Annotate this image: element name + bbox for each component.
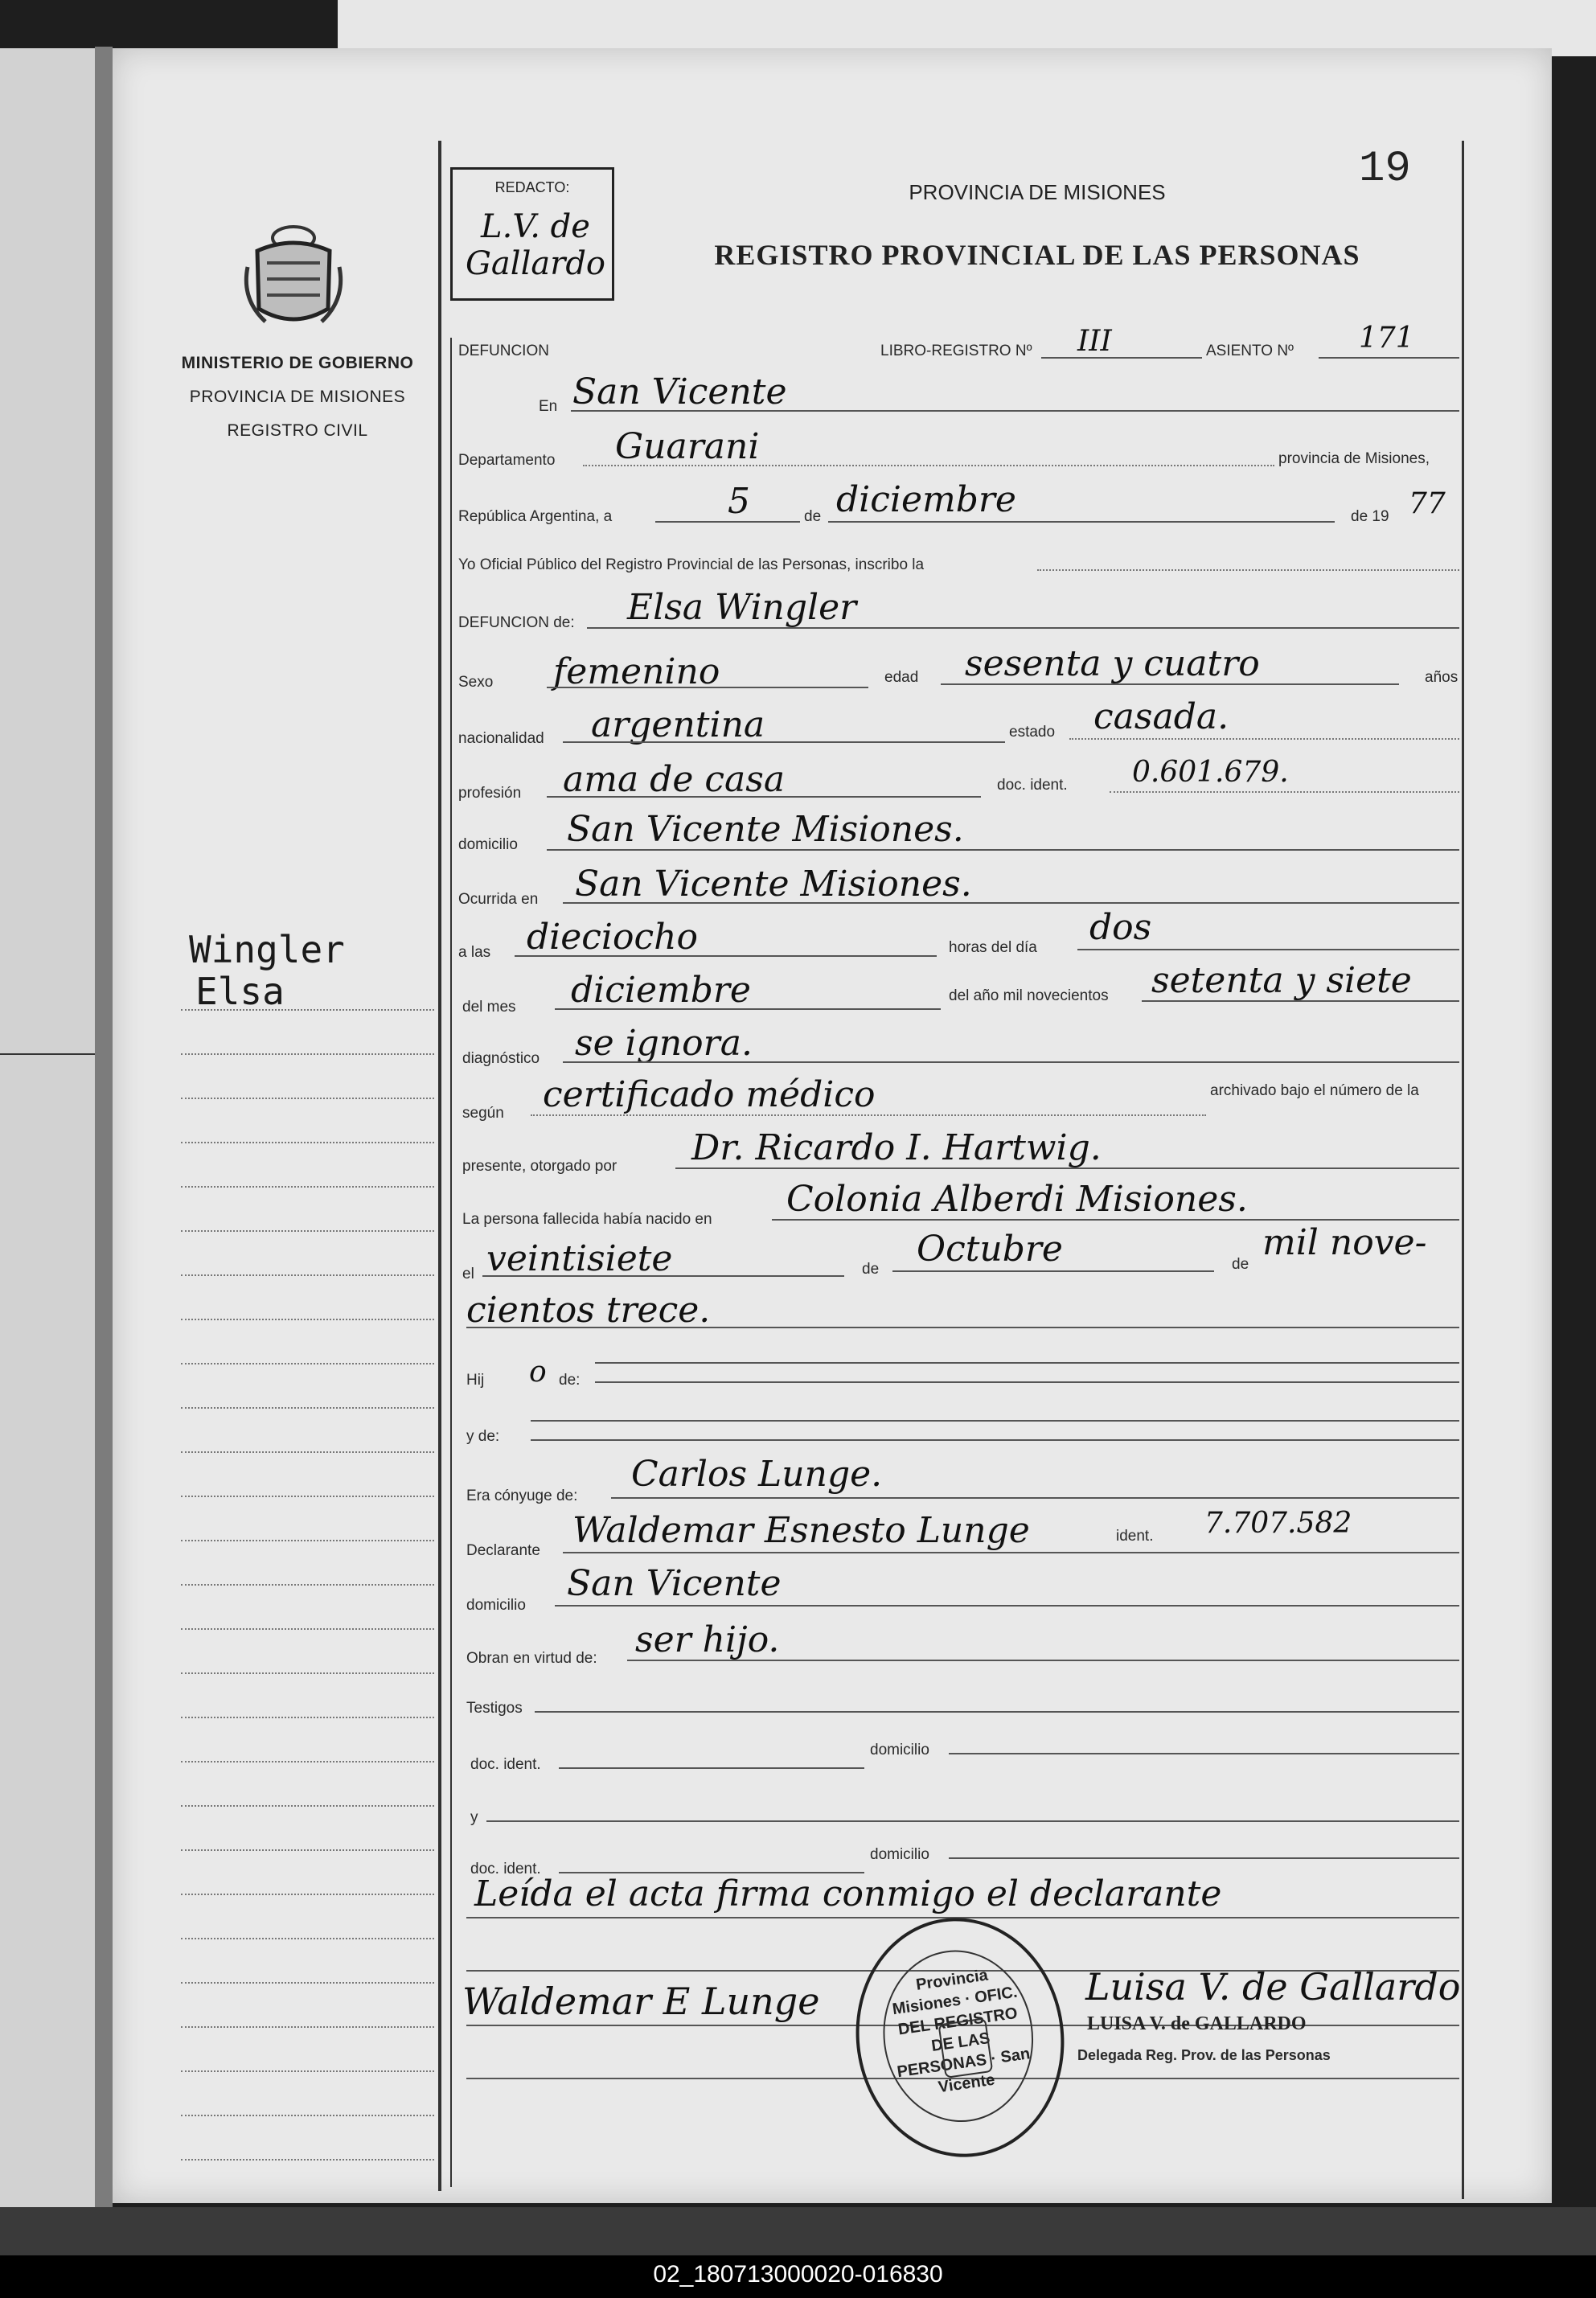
- del-mes-value: diciembre: [571, 970, 751, 1011]
- declarant-signature: Waldemar E Lunge: [462, 1980, 820, 2023]
- margin-dotted-line: [181, 1938, 434, 1939]
- ocurrida-label: Ocurrida en: [458, 891, 539, 908]
- margin-dotted-line: [181, 1584, 434, 1586]
- ministry-province: PROVINCIA DE MISIONES: [189, 388, 406, 406]
- domicilio3-label: domicilio: [870, 1742, 929, 1758]
- hij-de-label: de:: [559, 1372, 581, 1389]
- horas-label: horas del día: [949, 939, 1037, 956]
- margin-dotted-line: [181, 1009, 434, 1011]
- redacto-box: REDACTO: L.V. de Gallardo: [450, 167, 614, 301]
- margin-dotted-line: [181, 2159, 434, 2161]
- margin-dotted-line: [181, 2070, 434, 2072]
- official-signature: Luisa V. de Gallardo: [1085, 1965, 1461, 2009]
- margin-dotted-line: [181, 1761, 434, 1762]
- el-de2-label: de: [1232, 1256, 1249, 1273]
- doc-ident-label: doc. ident.: [997, 777, 1068, 794]
- margin-dotted-line: [181, 2115, 434, 2116]
- presente-label: presente, otorgado por: [462, 1158, 617, 1175]
- margin-dotted-line: [181, 1098, 434, 1099]
- testigos-label: Testigos: [466, 1700, 523, 1717]
- margin-dotted-line: [181, 1363, 434, 1364]
- horas-value: dos: [1089, 907, 1152, 948]
- doc-ident2-label: doc. ident.: [470, 1756, 541, 1773]
- diagnostico-value: se ignora.: [575, 1023, 753, 1064]
- official-stamp-title: Delegada Reg. Prov. de las Personas: [1077, 2047, 1331, 2063]
- y-label: y: [470, 1809, 478, 1826]
- a-las-label: a las: [458, 944, 491, 961]
- declarante-label: Declarante: [466, 1542, 540, 1559]
- edad-value: sesenta y cuatro: [965, 643, 1260, 684]
- hij-label: Hij: [466, 1372, 485, 1389]
- form-left-border: [450, 338, 452, 2187]
- domicilio-value: San Vicente Misiones.: [567, 809, 964, 850]
- margin-dotted-line: [181, 1496, 434, 1497]
- bottom-strip: [0, 2207, 1596, 2255]
- en-label: En: [539, 398, 558, 415]
- declarante-ident-value: 7.707.582: [1204, 1507, 1352, 1540]
- departamento-label: Departamento: [458, 452, 556, 469]
- segun-value: certificado médico: [543, 1074, 876, 1115]
- form-right-border: [1462, 141, 1464, 2199]
- hij-value: o: [529, 1356, 547, 1389]
- margin-dotted-line: [181, 1274, 434, 1276]
- margin-dotted-line: [181, 1319, 434, 1320]
- coat-of-arms-icon: [241, 219, 346, 331]
- en-value: San Vicente: [572, 371, 787, 412]
- el-value: veintisiete: [486, 1238, 673, 1279]
- nacido-label: La persona fallecida había nacido en: [462, 1211, 712, 1228]
- ocurrida-value: San Vicente Misiones.: [575, 864, 972, 905]
- ministry-header: [161, 354, 434, 455]
- provincia-suffix: provincia de Misiones,: [1278, 450, 1430, 467]
- profesion-label: profesión: [458, 785, 522, 802]
- libro-label: LIBRO-REGISTRO Nº: [880, 343, 1032, 359]
- defuncion-de-label: DEFUNCION de:: [458, 614, 575, 631]
- conyuge-value: Carlos Lunge.: [631, 1454, 883, 1495]
- image-caption: 02_180713000020-016830: [653, 2261, 943, 2288]
- nacionalidad-value: argentina: [591, 704, 765, 745]
- day-value: 5: [728, 481, 750, 522]
- y-de-label: y de:: [466, 1428, 500, 1445]
- margin-dotted-line: [181, 2026, 434, 2028]
- domicilio2-label: domicilio: [466, 1597, 526, 1614]
- asiento-label: ASIENTO Nº: [1206, 343, 1294, 359]
- del-mes-label: del mes: [462, 999, 516, 1016]
- month-value: diciembre: [836, 479, 1016, 520]
- ministry-name: MINISTERIO DE GOBIERNO: [181, 354, 414, 372]
- page-number: 19: [1359, 145, 1411, 194]
- column-divider: [438, 141, 441, 2191]
- domicilio4-label: domicilio: [870, 1846, 929, 1863]
- margin-dotted-line: [181, 1540, 434, 1541]
- domicilio-label: domicilio: [458, 836, 518, 853]
- margin-dotted-line: [181, 1142, 434, 1143]
- margin-dotted-line: [181, 1451, 434, 1453]
- yo-oficial-text: Yo Oficial Público del Registro Provincial de las Personas, inscribo la: [458, 556, 925, 573]
- defuncion-label: DEFUNCION: [458, 343, 549, 359]
- a-las-value: dieciocho: [527, 917, 698, 958]
- margin-dotted-line: [181, 1186, 434, 1188]
- registry-stamp: Provincia Misiones · OFIC. DEL REGISTRO DE LAS PERSONAS · San Vicente: [841, 1904, 1080, 2170]
- year-label: de 19: [1351, 508, 1389, 525]
- ministry-registry: REGISTRO CIVIL: [227, 421, 368, 440]
- declarante-value: Waldemar Esnesto Lunge: [572, 1510, 1030, 1551]
- doc-ident-value: 0.601.679.: [1132, 756, 1289, 789]
- diagnostico-label: diagnóstico: [462, 1050, 540, 1067]
- margin-dotted-line: [181, 1805, 434, 1807]
- republica-label: República Argentina, a: [458, 508, 613, 525]
- header-province: PROVINCIA DE MISIONES: [909, 180, 1166, 204]
- declarante-ident-label: ident.: [1116, 1528, 1154, 1545]
- month-de-label: de: [804, 508, 822, 525]
- margin-dotted-line: [181, 1894, 434, 1895]
- left-page: [0, 48, 97, 2219]
- year-value: 77: [1409, 487, 1446, 520]
- del-ano-value: setenta y siete: [1151, 960, 1412, 1001]
- obran-value: ser hijo.: [635, 1619, 780, 1660]
- estado-label: estado: [1009, 724, 1056, 741]
- presente-value: Dr. Ricardo I. Hartwig.: [691, 1127, 1102, 1168]
- segun-label: según: [462, 1105, 504, 1122]
- el-de2-value: mil nove-: [1262, 1222, 1427, 1263]
- libro-value: III: [1077, 325, 1112, 358]
- anos-label: años: [1425, 669, 1459, 686]
- asiento-value: 171: [1359, 322, 1414, 355]
- official-stamp-name: LUISA V. de GALLARDO: [1087, 2013, 1307, 2034]
- margin-name: Wingler Elsa: [189, 928, 345, 1013]
- doc-ident3-label: doc. ident.: [470, 1861, 541, 1877]
- margin-dotted-line: [181, 1982, 434, 1984]
- defuncion-de-value: Elsa Wingler: [627, 587, 857, 628]
- nacionalidad-label: nacionalidad: [458, 730, 544, 747]
- margin-dotted-line: [181, 1053, 434, 1055]
- el-de-value: Octubre: [917, 1229, 1063, 1270]
- edad-label: edad: [884, 669, 919, 686]
- estado-value: casada.: [1093, 696, 1229, 737]
- el-de-label: de: [862, 1261, 880, 1278]
- margin-dotted-line: [181, 1407, 434, 1409]
- conyuge-label: Era cónyuge de:: [466, 1488, 578, 1504]
- margin-dotted-line: [181, 1230, 434, 1232]
- margin-dotted-line: [181, 1849, 434, 1851]
- margin-dotted-line: [181, 1628, 434, 1630]
- nacido-value: Colonia Alberdi Misiones.: [786, 1179, 1248, 1220]
- departamento-value: Guarani: [615, 426, 760, 467]
- el-label: el: [462, 1266, 474, 1282]
- margin-dotted-line: [181, 1717, 434, 1718]
- archivado-label: archivado bajo el número de la: [1210, 1082, 1419, 1099]
- obran-label: Obran en virtud de:: [466, 1650, 597, 1667]
- closing-statement: Leída el acta firma conmigo el declarante: [474, 1873, 1222, 1914]
- sexo-label: Sexo: [458, 674, 494, 691]
- profesion-value: ama de casa: [563, 759, 786, 800]
- continuation-value: cientos trece.: [466, 1290, 711, 1331]
- page-rim: [95, 47, 113, 2218]
- document-title: REGISTRO PROVINCIAL DE LAS PERSONAS: [714, 239, 1360, 271]
- del-ano-label: del año mil novecientos: [949, 987, 1109, 1004]
- stamp-emblem-icon: [937, 2017, 993, 2078]
- margin-dotted-line: [181, 1672, 434, 1674]
- domicilio2-value: San Vicente: [567, 1563, 782, 1604]
- sexo-value: femenino: [553, 651, 720, 692]
